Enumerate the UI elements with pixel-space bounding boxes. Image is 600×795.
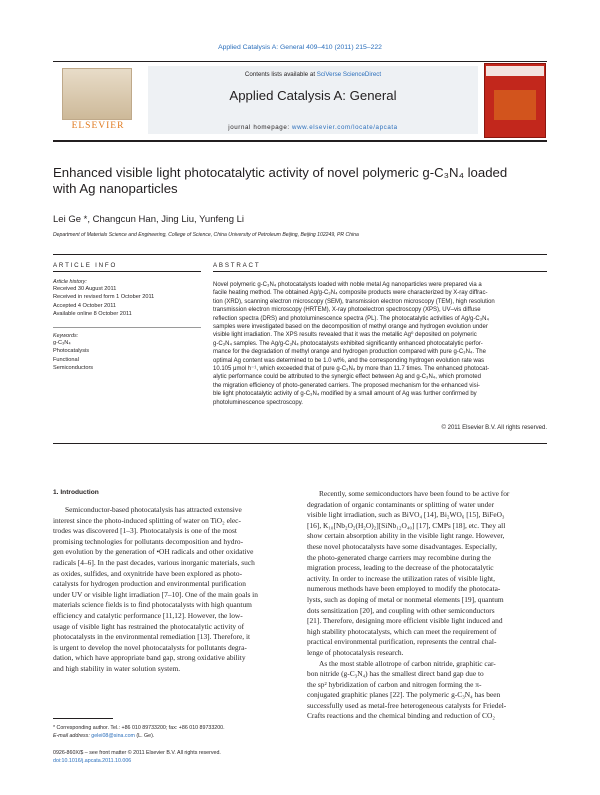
body-line: Recently, some semiconductors have been found to be active for [319, 489, 510, 498]
history-item: Received 30 August 2011 [53, 286, 117, 292]
journal-reference[interactable]: Applied Catalysis A: General 409–410 (2011) 215–222 [218, 44, 382, 51]
journal-cover-strip [486, 66, 544, 76]
footnote-rule [53, 718, 113, 719]
keyword-item: Functional [53, 356, 79, 363]
publisher-logo-text: ELSEVIER [71, 121, 125, 131]
body-line: usage of visible light has restrained the photocatalytic activity of [53, 621, 245, 631]
abstract-line: ble light photocatalytic activity of g-C₃N₄ modified by a small amount of Ag was further confirmed by [213, 391, 477, 398]
imprint [53, 749, 293, 765]
abstract-bottom-rule [53, 443, 547, 444]
body-line: Crafts reactions and the chemical binding and reduction of CO₂ [307, 711, 495, 721]
author-list: Lei Ge *, Changcun Han, Jing Liu, Yunfeng Li [53, 214, 245, 225]
history-item: Available online 8 October 2011 [53, 311, 132, 318]
abstract-rule [213, 271, 547, 272]
email-label: E-mail address: [53, 733, 92, 739]
body-line: [21]. Therefore, designing more efficient visible light induced and [307, 616, 503, 626]
abstract-heading: ABSTRACT [213, 262, 261, 269]
abstract-line: alytic performance could be attributed to the synergic effect between Ag and g-C₃N₄, which promoted [213, 374, 481, 381]
keyword-item: Semiconductors [53, 365, 94, 372]
body-line: numerous methods have been employed to modify the photocata- [307, 584, 501, 594]
article-history [53, 279, 201, 319]
abstract-line: visible light irradiation. The XPS results revealed that it was the metallic Ag⁰ deposited on polymeric [213, 332, 477, 339]
history-item: Received in revised form 1 October 2011 [53, 294, 155, 301]
abstract-line: tion (XRD), scanning electron microscopy (SEM), transmission electron microscopy (TEM), high resolution [213, 298, 495, 305]
abstract-line: samples were investigated based on the decomposition of methyl orange and hydrogen evolution under [213, 324, 488, 331]
abstract-line: transmission electron microscopy (HRTEM), X-ray photoelectron spectroscopy (XPS), UV–vis diffuse [213, 307, 481, 314]
body-line: as oxides, sulfides, and oxynitride have been explored as photo- [53, 568, 243, 578]
journal-cover-graphic [494, 90, 536, 120]
history-item: Accepted 4 October 2011 [53, 302, 117, 309]
info-top-rule [53, 254, 547, 255]
body-line: dation, which have appropriate band gap, strong oxidative ability [53, 653, 246, 663]
doi-link[interactable]: doi:10.1016/j.apcata.2011.10.006 [53, 758, 132, 764]
body-line: dots sensitization [20], and coupling with other semiconductors [307, 605, 495, 615]
body-line: degradation of organic contaminants or splitting of water under [307, 499, 495, 509]
body-line: migration process, leading to the decrease of the photocatalytic [307, 563, 494, 573]
body-line: lysts, such as doping of metal or nonmetal elements [19], quantum [307, 594, 504, 604]
body-line: high stability photocatalysts, which can meet the requirement of [307, 626, 497, 636]
body-line: is urgent to develop the novel photocatalysts for pollutants degra- [53, 642, 247, 652]
copyright-notice: © 2011 Elsevier B.V. All rights reserved. [441, 425, 547, 431]
keywords-label: Keywords: [53, 333, 79, 339]
article-info-rule [53, 271, 201, 272]
body-line: show certain absorption ability in the visible light range. However, [307, 531, 505, 541]
intro-right-column [307, 489, 547, 722]
body-line: efficiency and catalytic performance [11,12]. However, the low- [53, 610, 243, 620]
keywords-block [53, 333, 201, 373]
body-line: lenge of photocatalysis research. [307, 647, 404, 657]
body-line: visible light irradiation, such as BiVO₄ [14], Bi₂WO₆ [15], BiFeO₃ [307, 510, 505, 520]
body-line: catalysts for hydrogen production and environmental purification [53, 579, 246, 589]
body-line: interest since the photo-induced splitting of water on TiO₂ elec- [53, 515, 241, 525]
issn-line: 0926-860X/$ – see front matter © 2011 Elsevier B.V. All rights reserved. [53, 750, 221, 756]
keyword-item: g-C₃N₄ [53, 340, 71, 346]
email-suffix: (L. Ge). [134, 733, 155, 739]
homepage-link[interactable]: www.elsevier.com/locate/apcata [292, 124, 398, 131]
abstract-body [213, 281, 547, 407]
abstract-line: the migration efficiency of photo-generated carriers. The proposed mechanism for the enhanced visi- [213, 382, 480, 389]
body-line: gen evolution by the generation of •OH radicals and other oxidative [53, 547, 254, 557]
body-line: practical environmental purification, represents the central chal- [307, 637, 497, 647]
abstract-line: reflection spectra (DRS) and photoluminescence spectra (PL). The photocatalytic activities of Ag/g-C₃N₄ [213, 315, 489, 322]
email-note [53, 732, 293, 740]
article-title [53, 165, 543, 197]
elsevier-tree-logo [62, 68, 132, 120]
body-line: these novel photocatalysts have some disadvantages. Especially, [307, 541, 497, 551]
journal-homepage [148, 124, 478, 131]
abstract-line: 10.105 μmol h⁻¹, which exceeded that of pure g-C₃N₄ by more than 11.7 times. The enhanced photocat- [213, 366, 490, 373]
sciencedirect-link[interactable]: SciVerse ScienceDirect [316, 71, 382, 78]
body-line: activity. In order to increase the utilization rates of visible light, [307, 573, 495, 583]
body-line: trodes was discovered [1–3]. Photocatalysis is one of the most [53, 526, 237, 536]
article-info-heading: ARTICLE INFO [53, 262, 118, 269]
body-line: bon nitride (g-C₃N₄) has the smallest direct band gap due to [307, 669, 484, 679]
body-line: radicals [4–6]. In the past decades, various inorganic materials, such [53, 557, 255, 567]
abstract-line: mance for the degradation of methyl orange and hydrogen production compared with pure g-C₃N₄. The [213, 349, 486, 356]
body-line: under UV or visible light irradiation [7–10]. One of the main goals in [53, 589, 258, 599]
abstract-line: photoluminescence spectroscopy. [213, 399, 303, 406]
abstract-line: facile heating method. The obtained Ag/g-C₃N₄ composite products were characterized by X-ray diffrac- [213, 290, 488, 297]
corresponding-author-note: * Corresponding author. Tel.: +86 010 89733200; fax: +86 010 89733200. [53, 725, 225, 731]
body-line: conjugated graphitic planes [22]. The polymeric g-C₃N₄ has been [307, 690, 501, 700]
body-line: As the most stable allotrope of carbon nitride, graphitic car- [319, 658, 496, 668]
body-line: promising technologies for pollutants decomposition and hydro- [53, 536, 244, 546]
body-line: [16], K₁₀[Nb₂O₂(H₂O)₂][SiNb₁₂O₄₀] [17], CMPs [18], etc. They all [307, 520, 506, 530]
history-label: Article history: [53, 279, 87, 285]
body-line: and high stability in water solution system. [53, 663, 181, 673]
section-heading-introduction: 1. Introduction [53, 489, 99, 496]
article-title-line1: Enhanced visible light photocatalytic activity of novel polymeric g-C₃N₄ loaded [53, 165, 508, 180]
contents-prefix: Contents lists available at [244, 71, 317, 78]
article-title-line2: with Ag nanoparticles [53, 181, 178, 196]
body-line: Semiconductor-based photocatalysis has attracted extensive [65, 505, 242, 514]
intro-left-column [53, 505, 293, 675]
header-top-rule [53, 61, 547, 62]
header-bottom-rule [53, 140, 547, 142]
contents-availability [148, 71, 478, 78]
email-link[interactable]: gelei08@sina.com [91, 733, 135, 739]
body-line: successfully used as metal-free heterogeneous catalysts for Friedel- [307, 700, 507, 710]
abstract-line: Novel polymeric g-C₃N₄ photocatalysts loaded with noble metal Ag nanoparticles were prepared via a [213, 282, 482, 288]
abstract-line: g-C₃N₄ samples. The Ag/g-C₃N₄ photocatalysts exhibited significantly enhanced photocatalytic perfor- [213, 340, 483, 347]
keyword-item: Photocatalysis [53, 348, 90, 355]
homepage-prefix: journal homepage: [228, 124, 293, 131]
abstract-line: optimal Ag content was determined to be 1.0 wt%, and the corresponding hydrogen evolution rate was [213, 357, 485, 364]
body-line: photocatalysts in the environmental remediation [13]. Therefore, it [53, 632, 251, 642]
journal-title: Applied Catalysis A: General [229, 88, 397, 103]
footnote [53, 724, 293, 740]
body-line: materials science fields is to find photocatalysts with high quantum [53, 600, 252, 610]
author-affiliation: Department of Materials Science and Engineering, College of Science, China University of Petroleum Beijing, Beijing 102249, PR China [53, 232, 359, 238]
history-separator [53, 327, 201, 328]
body-line: the photo-generated charge carriers may recombine during the [307, 552, 491, 562]
body-line: the sp² hybridization of carbon and nitrogen forming the π- [307, 679, 482, 689]
